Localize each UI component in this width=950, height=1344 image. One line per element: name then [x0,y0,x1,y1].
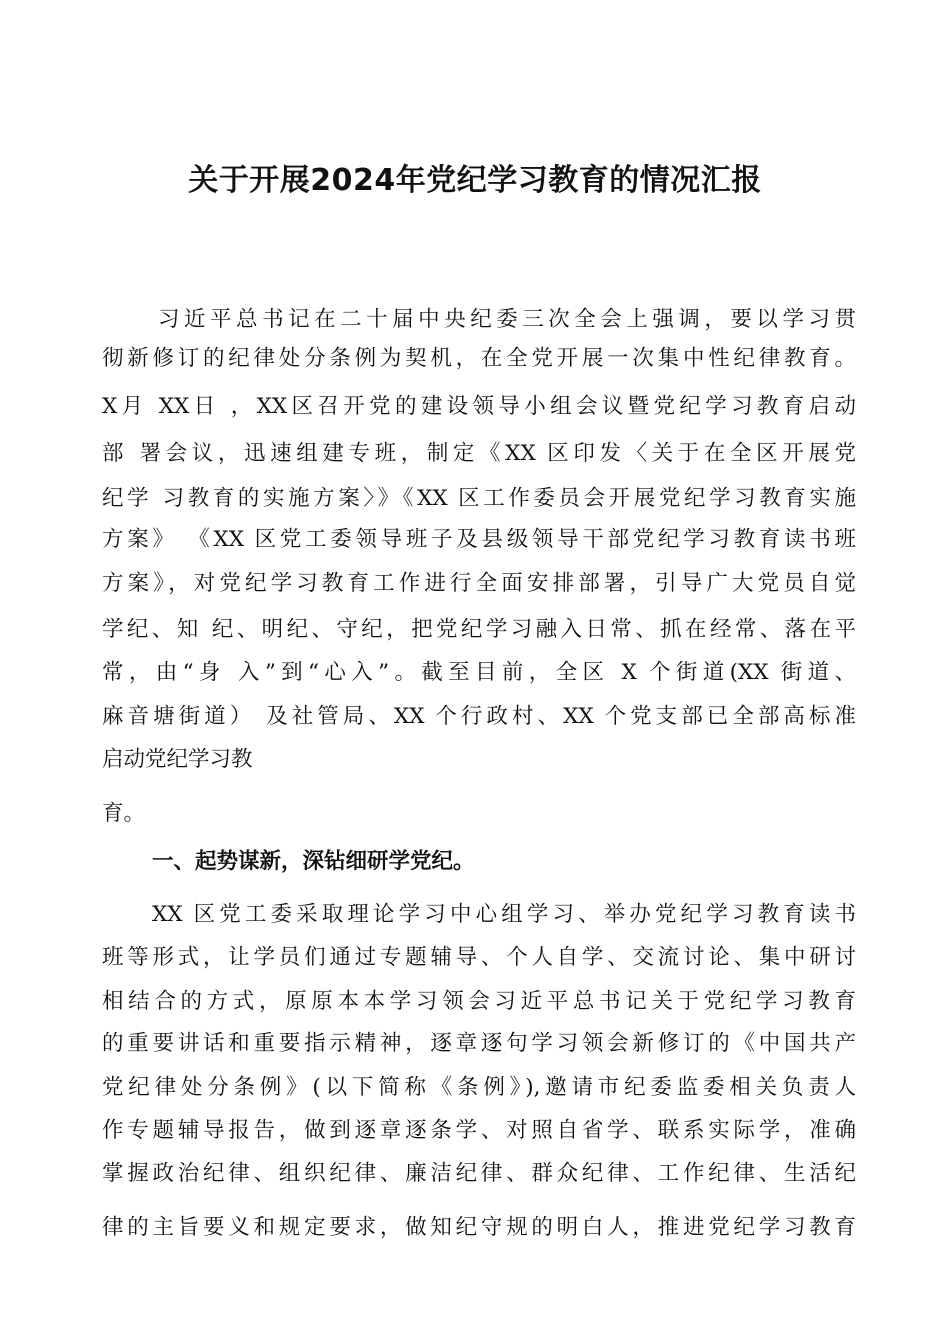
paragraph-line: 麻音塘街道） 及社管局、XX 个行政村、XX 个党支部已全部高标准 [102,704,856,729]
paragraph-line: XX 区党工委采取理论学习中心组学习、举办党纪学习教育读书 [152,902,856,927]
paragraph-line: 启动党纪学习教 [102,747,253,772]
paragraph-line: 的重要讲话和重要指示精神，逐章逐句学习领会新修订的《中国共产 [102,1031,856,1056]
paragraph-line: 作专题辅导报告，做到逐章逐条学、对照自省学、联系实际学，准确 [102,1118,856,1143]
document-title: 关于开展2024年党纪学习教育的情况汇报 [188,163,762,198]
paragraph-line: 部 署会议，迅速组建专班，制定《XX 区印发〈关于在全区开展党 [102,441,856,466]
paragraph-line: 掌握政治纪律、组织纪律、廉洁纪律、群众纪律、工作纪律、生活纪 [102,1161,856,1186]
paragraph-line: X月 XX日 ，XX区召开党的建设领导小组会议暨党纪学习教育启动 [102,394,856,419]
paragraph-line: 相结合的方式，原原本本学习领会习近平总书记关于党纪学习教育 [102,989,856,1014]
paragraph-line: 彻新修订的纪律处分条例为契机，在全党开展一次集中性纪律教育。 [102,346,856,371]
paragraph-line: 方案》 《XX 区党工委领导班子及县级领导干部党纪学习教育读书班 [102,527,856,552]
section-heading: 一、起势谋新，深钻细研学党纪。 [152,849,475,874]
paragraph-line: 习近平总书记在二十届中央纪委三次全会上强调，要以学习贯 [158,307,856,332]
paragraph-line: 党纪律处分条例》(以下简称《条例》),邀请市纪委监委相关负责人 [102,1075,856,1100]
paragraph-line: 学纪、知 纪、明纪、守纪，把党纪学习融入日常、抓在经常、落在平 [102,617,856,642]
paragraph-line: 纪学 习教育的实施方案〉》《XX 区工作委员会开展党纪学习教育实施 [102,486,856,511]
paragraph-line: 班等形式，让学员们通过专题辅导、个人自学、交流讨论、集中研讨 [102,945,856,970]
paragraph-line: 常，由“身 入”到“心入”。截至目前，全区 X 个街道(XX 街道、 [102,660,856,685]
paragraph-line: 律的主旨要义和规定要求，做知纪守规的明白人，推进党纪学习教育 [102,1215,856,1240]
paragraph-line: 方案》，对党纪学习教育工作进行全面安排部署，引导广大党员自觉 [102,571,856,596]
paragraph-line: 育。 [102,801,146,826]
